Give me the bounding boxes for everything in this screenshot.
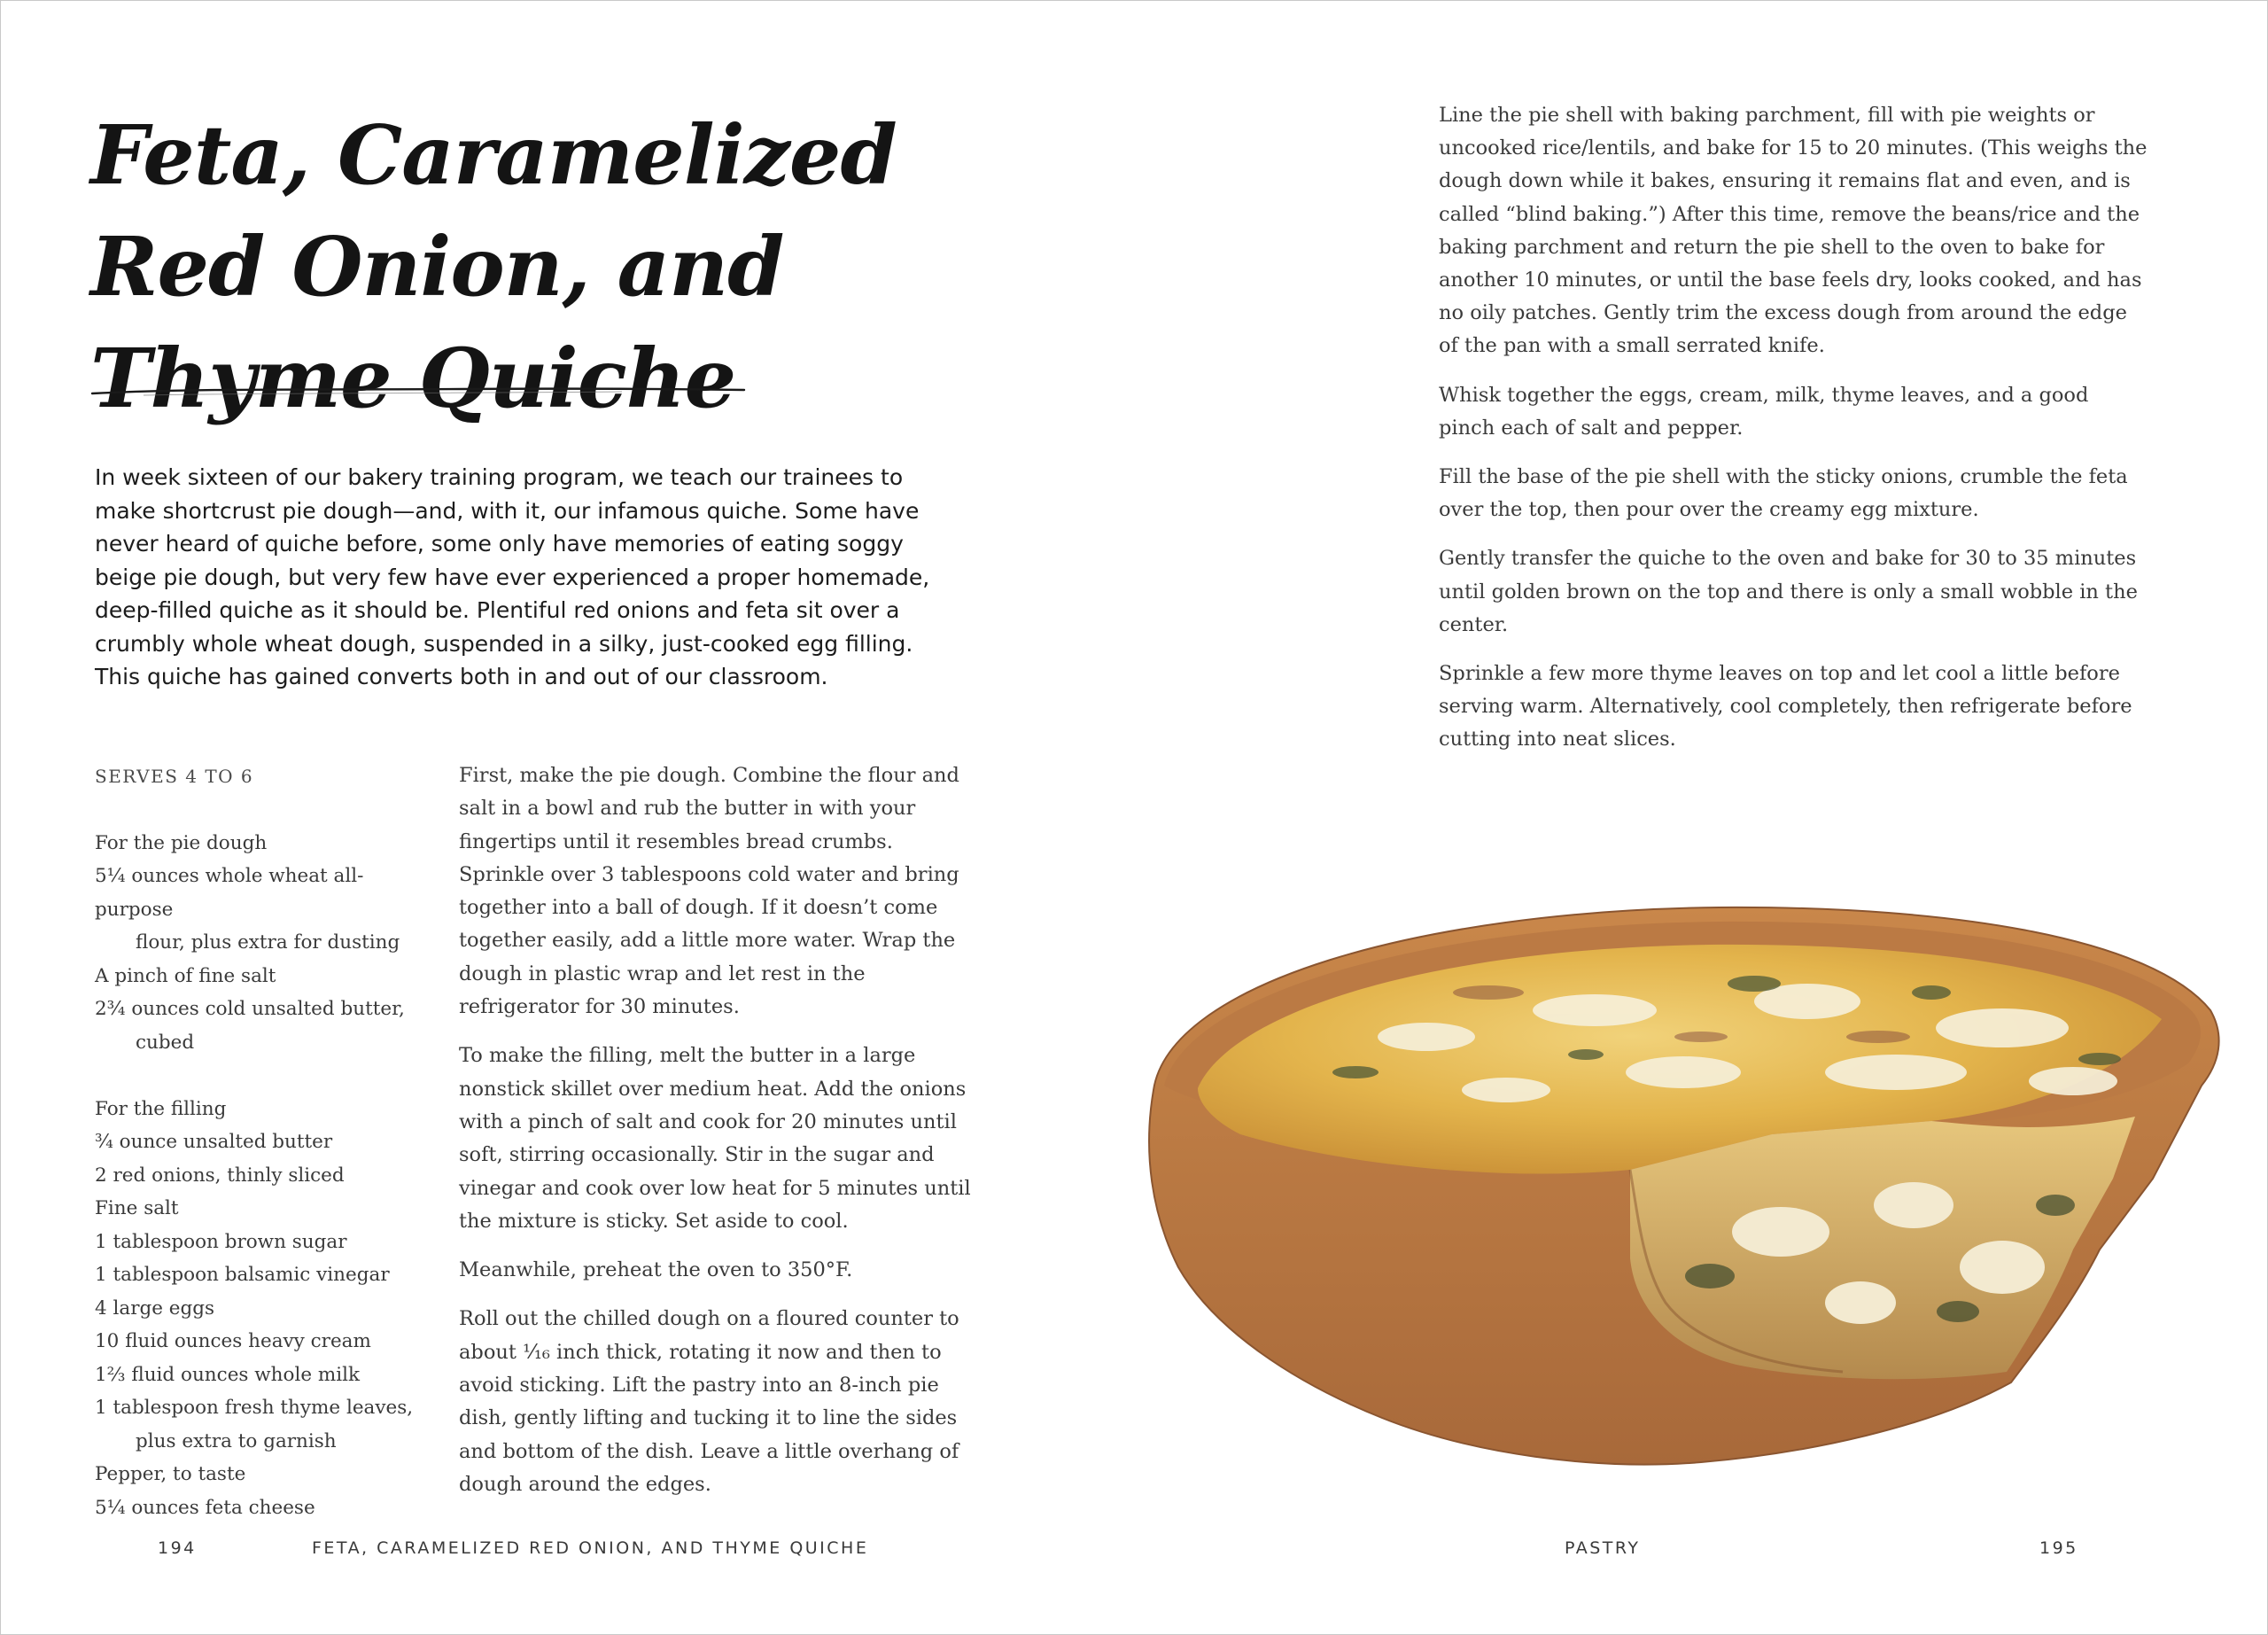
- ingredient-text: 5¼ ounces whole wheat all-purpose: [95, 865, 364, 921]
- method-paragraph: To make the filling, melt the butter in a large nonstick skillet over medium heat. Add the onions with a pinch of salt and cook for 20 minutes until soft, stirring occasionally. Stir in the sugar and vinegar and cook over low heat for 5 minutes until the mixture is sticky. Set aside to cool.: [459, 1044, 971, 1233]
- serves-label: SERVES 4 TO 6: [95, 766, 254, 787]
- ingredient-text: 1 tablespoon fresh thyme leaves,: [95, 1397, 414, 1419]
- ingredient-text-cont: cubed: [136, 1031, 195, 1054]
- method-paragraph: Meanwhile, preheat the oven to 350°F.: [459, 1258, 853, 1282]
- ingredient-text: 1 tablespoon balsamic vinegar: [95, 1264, 390, 1286]
- ingredient-item: [95, 1325, 431, 1359]
- ingredient-item: [95, 1226, 431, 1259]
- method-paragraph: First, make the pie dough. Combine the flour and salt in a bowl and rub the butter in with your fingertips until it resembles bread crumbs. Sprinkle over 3 tablespoons cold water and bring together into a ball of dough. If it doesn’t come together easily, add a little more water. Wrap the dough in plastic wrap and let rest in the refrigerator for 30 minutes.: [459, 764, 959, 1019]
- method-column-left: [459, 759, 977, 1517]
- title-line: Thyme Quiche: [90, 331, 736, 426]
- left-page-number: 194: [158, 1538, 197, 1558]
- quiche-illustration-icon: [1134, 886, 2241, 1489]
- right-page-number: 195: [2039, 1538, 2078, 1558]
- method-paragraph: Sprinkle a few more thyme leaves on top and let cool a little before serving warm. Alternatively, cool completely, then refrigerate before cutting into neat slices.: [1439, 662, 2132, 751]
- method-paragraph: Gently transfer the quiche to the oven and bake for 30 to 35 minutes until golden brown on the top and there is only a small wobble in the center.: [1439, 547, 2138, 636]
- ingredient-item: [95, 1159, 431, 1193]
- ingredient-text: 1 tablespoon brown sugar: [95, 1230, 347, 1253]
- ingredient-text: 5¼ ounces feta cheese: [95, 1496, 315, 1519]
- ingredient-item: [95, 993, 431, 1059]
- ingredient-text: Pepper, to taste: [95, 1463, 246, 1485]
- ingredient-item: [95, 1491, 431, 1525]
- ingredient-text-cont: plus extra to garnish: [136, 1429, 337, 1452]
- ingredient-item: [95, 1458, 431, 1491]
- method-paragraph: Whisk together the eggs, cream, milk, thyme leaves, and a good pinch each of salt and pepper.: [1439, 383, 2089, 440]
- recipe-intro: In week sixteen of our bakery training program, we teach our trainees to make shortcrust pie dough—and, with it, our infamous quiche. Some have never heard of quiche before, some only have memories of eating soggy beige pie dough, but very few have ever experienced a proper homemade, deep-filled quiche as it should be. Plentiful red onions and feta sit over a crumbly whole wheat dough, suspended in a silky, just-cooked egg filling. This quiche has gained converts both in and out of our classroom.: [95, 464, 930, 689]
- ingredient-text: 1⅔ fluid ounces whole milk: [95, 1363, 361, 1386]
- ingredient-item: [95, 1359, 431, 1392]
- ingredient-item: [95, 960, 431, 993]
- ingredients-column: [95, 760, 431, 1524]
- method-paragraph: Line the pie shell with baking parchment, fill with pie weights or uncooked rice/lentils, and bake for 15 to 20 minutes. (This weighs the dough down while it bakes, ensuring it remains flat and even, and is called “blind baking.”) After this time, remove the beans/rice and the baking parchment and return the pie shell to the oven to bake for another 10 minutes, or until the base feels dry, looks cooked, and has no oily patches. Gently trim the excess dough from around the edge of the pan with a small serrated knife.: [1439, 104, 2148, 358]
- title-line: Red Onion, and: [90, 219, 784, 315]
- filling-heading: For the filling: [95, 1097, 227, 1120]
- ingredient-text: Fine salt: [95, 1197, 179, 1219]
- title-underline-stroke: [90, 381, 746, 401]
- ingredient-text: A pinch of fine salt: [95, 964, 276, 987]
- ingredient-item: [95, 1292, 431, 1326]
- ingredient-text: 4 large eggs: [95, 1296, 215, 1320]
- ingredient-item: [95, 1192, 431, 1226]
- ingredient-text: 10 fluid ounces heavy cream: [95, 1330, 371, 1352]
- ingredient-text: 2¾ ounces cold unsalted butter,: [95, 998, 405, 1020]
- method-paragraph: Fill the base of the pie shell with the sticky onions, crumble the feta over the top, then pour over the creamy egg mixture.: [1439, 465, 2128, 522]
- ingredient-text: ¾ ounce unsalted butter: [95, 1131, 333, 1153]
- ingredient-item: [95, 1258, 431, 1292]
- left-running-head: FETA, CARAMELIZED RED ONION, AND THYME QUICHE: [312, 1538, 869, 1558]
- ingredient-item: [95, 1391, 431, 1458]
- ingredient-item: [95, 860, 431, 960]
- dough-heading: For the pie dough: [95, 831, 268, 854]
- ingredient-text-cont: flour, plus extra for dusting: [136, 931, 400, 954]
- method-paragraph: Roll out the chilled dough on a floured counter to about ¹⁄₁₆ inch thick, rotating it now and then to avoid sticking. Lift the pastry into an 8-inch pie dish, gently lifting and tucking it to line the sides and bottom of the dish. Leave a little overhang of dough around the edges.: [459, 1307, 959, 1496]
- ingredient-item: [95, 1125, 431, 1159]
- ingredient-text: 2 red onions, thinly sliced: [95, 1164, 345, 1187]
- method-column-right: [1439, 99, 2148, 773]
- title-line: Feta, Caramelized: [90, 107, 897, 203]
- right-running-head: PASTRY: [1565, 1538, 1641, 1558]
